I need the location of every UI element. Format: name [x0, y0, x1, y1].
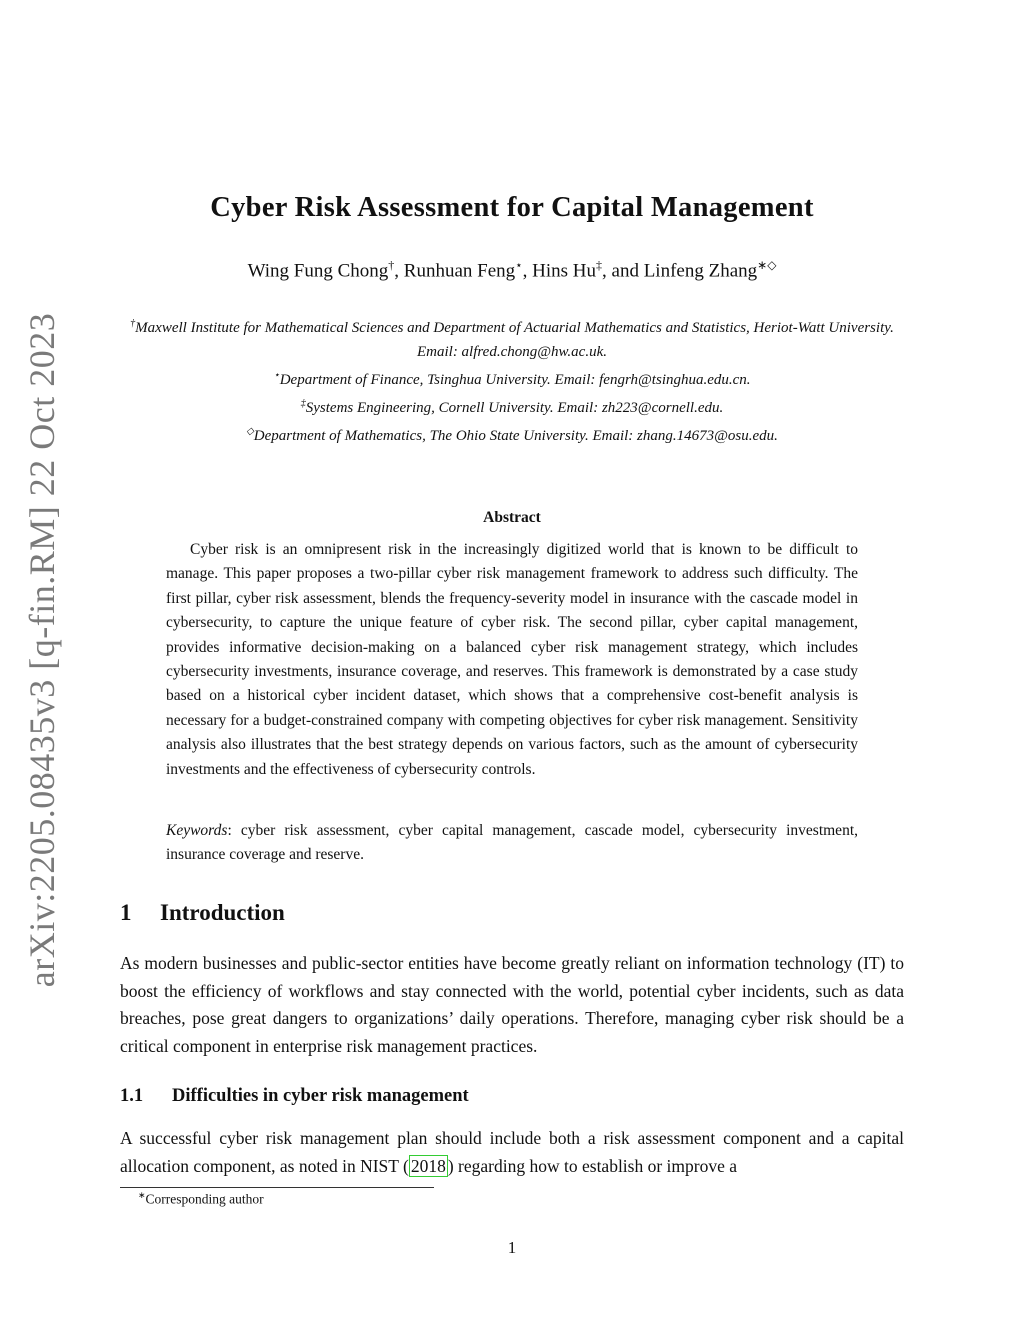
introduction-paragraph: As modern businesses and public-sector entities have become greatly reliant on information technology (IT) to boost the efficiency of workflows and stay connected with the world, potential cyber incidents, such as data breaches, pose great dangers to organizations’ daily operations. Therefore, managing cyber risk should be a critical component in enterprise risk management practices.: [120, 953, 904, 1056]
affiliation-text: Systems Engineering, Cornell University. Email: zh223@cornell.edu.: [305, 400, 724, 416]
arxiv-identifier[interactable]: arXiv:2205.08435v3 [q-fin.RM] 22 Oct 2023: [22, 312, 62, 988]
affiliation-text: Maxwell Institute for Mathematical Sciences and Department of Actuarial Mathematics and Statistics, Heriot-Watt University. Email: alfred.chong@hw.ac.uk.: [135, 320, 894, 360]
affiliations: [110, 312, 914, 448]
section-title: Introduction: [160, 900, 285, 925]
subsection-number: 1.1: [120, 1086, 144, 1106]
footnote: [138, 1190, 264, 1208]
affiliation-text: Department of Finance, Tsinghua University. Email: fengrh@tsinghua.edu.cn.: [279, 372, 751, 388]
affiliation-item: [110, 312, 914, 364]
paragraph-text: ) regarding how to establish or improve a: [447, 1155, 738, 1176]
affiliation-mark: ‡: [300, 398, 306, 409]
abstract-heading: Abstract: [483, 509, 541, 526]
author-separator: ,: [394, 260, 404, 282]
author-name: Runhuan Feng: [403, 260, 516, 282]
subsection-heading: [120, 1086, 469, 1107]
footnote-mark: ∗: [138, 1190, 146, 1200]
footnote-text: Corresponding author: [145, 1191, 264, 1207]
author-mark: ∗◇: [757, 258, 777, 272]
subsection-title: Difficulties in cyber risk management: [172, 1086, 469, 1106]
paragraph-text: A successful cyber risk management plan should include both a risk assessment component and a capital allocation component, as noted in NIST (: [120, 1128, 904, 1176]
author-name: Hins Hu: [532, 260, 597, 282]
affiliation-text: Department of Mathematics, The Ohio State University. Email: zhang.14673@osu.edu.: [253, 428, 778, 444]
paper-title: Cyber Risk Assessment for Capital Management: [210, 192, 814, 223]
author-separator: , and: [602, 260, 644, 282]
affiliation-item: [110, 420, 914, 448]
author-mark: †: [388, 258, 395, 272]
section-heading-introduction: [120, 900, 285, 926]
affiliation-item: [110, 364, 914, 392]
affiliation-item: [110, 392, 914, 420]
author-mark: ⋆: [515, 258, 523, 272]
keywords-label: Keywords: [166, 822, 228, 839]
author-name: Wing Fung Chong: [247, 260, 389, 282]
subsection-paragraph: [120, 1125, 904, 1180]
footnote-divider: [120, 1187, 434, 1188]
author-list: [0, 258, 1024, 282]
keywords: [166, 819, 858, 868]
author-name: Linfeng Zhang: [643, 260, 758, 282]
author-mark: ‡: [596, 258, 603, 272]
affiliation-mark: †: [130, 318, 136, 329]
abstract-body: Cyber risk is an omnipresent risk in the increasingly digitized world that is known to be difficult to manage. This paper proposes a two-pillar cyber risk management framework to address such difficulty. The first pillar, cyber risk assessment, blends the frequency-severity model in insurance with the cascade model in cybersecurity, to capture the unique feature of cyber risk. The second pillar, cyber capital management, provides informative decision-making on a balanced cyber risk management strategy, which includes cybersecurity investments, insurance coverage, and reserves. This framework is demonstrated by a case study based on a historical cyber incident dataset, which shows that a comprehensive cost-benefit analysis is necessary for a budget-constrained company with competing objectives for cyber risk management. Sensitivity analysis also illustrates that the best strategy depends on various factors, such as the amount of cybersecurity investments and the effectiveness of cybersecurity controls.: [166, 541, 858, 778]
affiliation-mark: ◇: [246, 426, 254, 437]
author-separator: ,: [522, 260, 533, 282]
section-number: 1: [120, 900, 132, 925]
affiliation-mark: ⋆: [273, 370, 280, 381]
page-number: 1: [507, 1238, 517, 1257]
keywords-text: : cyber risk assessment, cyber capital management, cascade model, cybersecurity investment, insurance coverage and reserve.: [166, 822, 858, 864]
citation-link[interactable]: 2018: [410, 1155, 446, 1176]
